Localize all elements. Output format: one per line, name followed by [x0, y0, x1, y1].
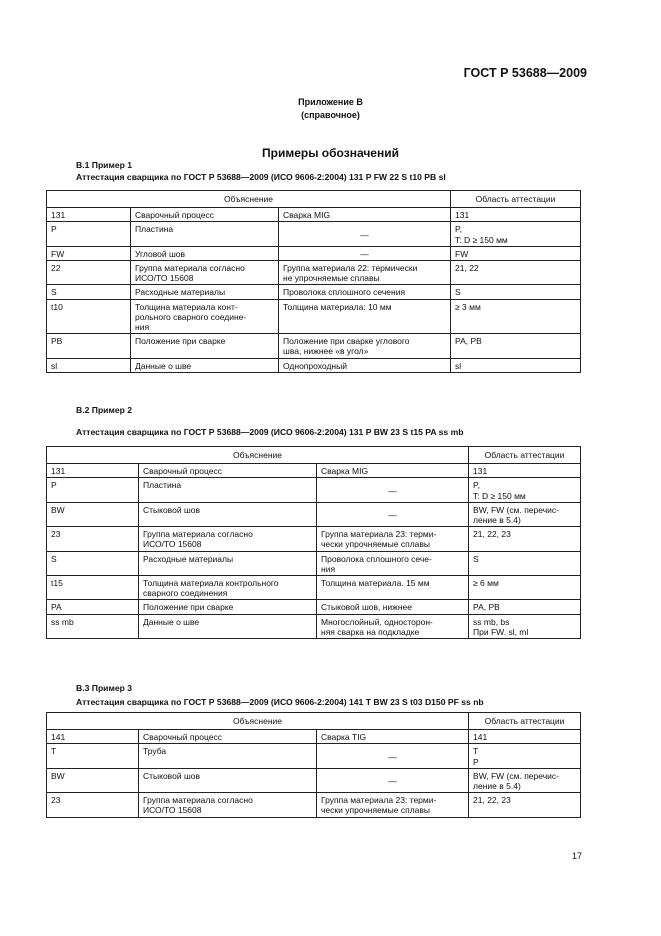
cell-line: Сварка MIG	[321, 466, 369, 477]
range-cell	[469, 551, 581, 575]
appendix-title: Приложение В	[298, 97, 363, 107]
range-cell	[451, 261, 581, 285]
range-cell	[451, 285, 581, 299]
description-cell	[131, 285, 279, 299]
table-row	[47, 334, 581, 358]
detail-cell	[317, 614, 469, 638]
range-cell	[451, 208, 581, 222]
cell-line: ≥ 6 мм	[473, 578, 499, 589]
code-cell: BW	[47, 502, 139, 526]
cell-line: T: D ≥ 150 мм	[455, 234, 508, 245]
cell-line: 131	[473, 466, 488, 477]
section-label: В.1 Пример 1	[76, 160, 133, 170]
cell-line: Толщина материала: 10 мм	[283, 301, 392, 312]
range-cell	[451, 358, 581, 372]
detail-cell	[317, 576, 469, 600]
code-cell: 131	[47, 464, 139, 478]
table-row	[47, 576, 581, 600]
section-label: В.2 Пример 2	[76, 405, 133, 415]
table-row	[47, 730, 581, 744]
cell-line: Группа материала 22: термически	[283, 263, 418, 274]
detail-cell	[279, 334, 451, 358]
detail-cell	[279, 261, 451, 285]
cell-line: ИСО/ТО 15608	[143, 539, 202, 550]
cell-line: BW, FW (см. перечис-	[473, 504, 559, 515]
cell-line: ≥ 3 мм	[455, 301, 481, 312]
description-cell	[139, 576, 317, 600]
description-cell	[139, 464, 317, 478]
section-caption: Аттестация сварщика по ГОСТ Р 53688—2009 (ИСО 9606-2:2004) 131 P BW 23 S t15 PA ss mb	[76, 427, 464, 437]
cell-line: P	[473, 756, 479, 767]
cell-line: —	[388, 775, 397, 786]
range-cell	[469, 478, 581, 502]
cell-line: Пластина	[143, 480, 182, 491]
header-explanation: Объяснение	[47, 713, 469, 730]
code-cell: t10	[47, 299, 131, 334]
range-cell	[469, 768, 581, 792]
table-header-row	[47, 447, 581, 464]
cell-line: 141	[473, 732, 488, 743]
main-title: Примеры обозначений	[262, 146, 399, 160]
cell-line: Данные о шве	[143, 616, 200, 627]
detail-cell	[279, 246, 451, 260]
table-header-row	[47, 191, 581, 208]
detail-cell	[279, 358, 451, 372]
code-cell: BW	[47, 768, 139, 792]
section-caption: Аттестация сварщика по ГОСТ Р 53688—2009 (ИСО 9606-2:2004) 131 P FW 22 S t10 PB sl	[76, 172, 446, 182]
description-cell	[139, 730, 317, 744]
cell-line: Толщина материала. 15 мм	[321, 578, 430, 589]
cell-line: Однопроходный	[283, 360, 347, 371]
code-cell: S	[47, 285, 131, 299]
cell-line: 21, 22, 23	[473, 529, 511, 540]
cell-line: Группа материала согласно	[135, 263, 245, 274]
cell-line: 21, 22	[455, 263, 479, 274]
cell-line: FW	[455, 248, 469, 259]
cell-line: При FW. sl, ml	[473, 626, 529, 637]
cell-line: Сварочный процесс	[143, 732, 222, 743]
code-cell: 23	[47, 793, 139, 817]
cell-line: BW, FW (см. перечис-	[473, 770, 559, 781]
table-row	[47, 358, 581, 372]
description-cell	[139, 502, 317, 526]
cell-line: рольного сварного соедине-	[135, 311, 247, 322]
cell-line: PA, PB	[473, 602, 500, 613]
detail-cell	[317, 730, 469, 744]
detail-cell	[317, 768, 469, 792]
table-row	[47, 208, 581, 222]
description-cell	[131, 261, 279, 285]
cell-line: ление в 5.4)	[473, 781, 521, 792]
cell-line: P,	[455, 224, 462, 235]
cell-line: S	[455, 287, 461, 298]
range-cell	[469, 464, 581, 478]
header-explanation: Объяснение	[47, 447, 469, 464]
table-row	[47, 502, 581, 526]
description-cell	[139, 614, 317, 638]
description-cell	[131, 299, 279, 334]
cell-line: —	[388, 485, 397, 496]
cell-line: 21, 22, 23	[473, 795, 511, 806]
detail-cell	[279, 285, 451, 299]
cell-line: няя сварка на подкладке	[321, 626, 420, 637]
range-cell	[451, 334, 581, 358]
cell-line: Группа материала согласно	[143, 795, 253, 806]
cell-line: ление в 5.4)	[473, 515, 521, 526]
range-cell	[469, 730, 581, 744]
header-range: Область аттестации	[469, 447, 581, 464]
cell-line: sl	[455, 360, 462, 371]
detail-cell	[317, 478, 469, 502]
description-cell	[131, 358, 279, 372]
cell-line: Группа материала согласно	[143, 529, 253, 540]
range-cell	[469, 744, 581, 768]
table-row	[47, 464, 581, 478]
document-header: ГОСТ Р 53688—2009	[463, 66, 587, 80]
header-explanation: Объяснение	[47, 191, 451, 208]
detail-cell	[317, 502, 469, 526]
table-row	[47, 478, 581, 502]
table-row	[47, 614, 581, 638]
range-cell	[451, 222, 581, 246]
range-cell	[469, 502, 581, 526]
description-cell	[139, 527, 317, 551]
range-cell	[469, 793, 581, 817]
range-cell	[469, 614, 581, 638]
cell-line: сварного соединения	[143, 588, 228, 599]
table-row	[47, 744, 581, 768]
page-number: 17	[572, 851, 583, 861]
range-cell	[469, 576, 581, 600]
cell-line: Пластина	[135, 224, 174, 235]
description-cell	[139, 551, 317, 575]
cell-line: —	[360, 229, 369, 240]
code-cell: ss mb	[47, 614, 139, 638]
detail-cell	[279, 222, 451, 246]
cell-line: T	[473, 746, 479, 757]
cell-line: S	[473, 553, 479, 564]
code-cell: 22	[47, 261, 131, 285]
description-cell	[131, 208, 279, 222]
cell-line: не упрочняемые сплавы	[283, 273, 380, 284]
cell-line: —	[388, 509, 397, 520]
cell-line: Сварочный процесс	[135, 210, 214, 221]
code-cell: t15	[47, 576, 139, 600]
table-row	[47, 768, 581, 792]
description-cell	[139, 768, 317, 792]
cell-line: Группа материала 23: терми-	[321, 529, 437, 540]
description-cell	[139, 600, 317, 614]
cell-line: PA, PB	[455, 336, 482, 347]
cell-line: Положение при сварке	[143, 602, 234, 613]
code-cell: P	[47, 222, 131, 246]
cell-line: P,	[473, 480, 480, 491]
detail-cell	[317, 464, 469, 478]
description-cell	[131, 246, 279, 260]
cell-line: ss mb, bs	[473, 616, 510, 627]
cell-line: Угловой шов	[135, 248, 186, 259]
code-cell: FW	[47, 246, 131, 260]
code-cell: 23	[47, 527, 139, 551]
detail-cell	[279, 208, 451, 222]
cell-line: Положение при сварке	[135, 336, 226, 347]
cell-line: чески упрочняемые сплавы	[321, 539, 431, 550]
table-row	[47, 261, 581, 285]
cell-line: —	[388, 751, 397, 762]
detail-cell	[317, 551, 469, 575]
cell-line: Стыковой шов	[143, 770, 201, 781]
detail-cell	[317, 793, 469, 817]
table-row	[47, 299, 581, 334]
table-row	[47, 527, 581, 551]
code-cell: 141	[47, 730, 139, 744]
cell-line: T: D ≥ 150 мм	[473, 490, 526, 501]
table-row	[47, 222, 581, 246]
description-cell	[131, 222, 279, 246]
table-header-row	[47, 713, 581, 730]
table-row	[47, 600, 581, 614]
cell-line: Стыковой шов	[143, 504, 201, 515]
cell-line: Сварочный процесс	[143, 466, 222, 477]
table-row	[47, 793, 581, 817]
cell-line: Расходные материалы	[135, 287, 226, 298]
cell-line: Проволока сплошного сече-	[321, 553, 432, 564]
cell-line: Проволока сплошного сечения	[283, 287, 406, 298]
detail-cell	[317, 744, 469, 768]
example-table	[46, 712, 581, 818]
cell-line: Многослойный, односторон-	[321, 616, 433, 627]
header-range: Область аттестации	[451, 191, 581, 208]
code-cell: PA	[47, 600, 139, 614]
cell-line: Толщина материала конт-	[135, 301, 238, 312]
cell-line: Расходные материалы	[143, 553, 234, 564]
code-cell: sl	[47, 358, 131, 372]
cell-line: Сварка MIG	[283, 210, 331, 221]
cell-line: Толщина материала контрольного	[143, 578, 279, 589]
cell-line: —	[360, 248, 369, 259]
range-cell	[451, 299, 581, 334]
header-range: Область аттестации	[469, 713, 581, 730]
code-cell: PB	[47, 334, 131, 358]
description-cell	[139, 478, 317, 502]
detail-cell	[317, 600, 469, 614]
cell-line: Сварка TIG	[321, 732, 367, 743]
description-cell	[131, 334, 279, 358]
cell-line: Положение при сварке углового	[283, 336, 410, 347]
description-cell	[139, 744, 317, 768]
example-table	[46, 190, 581, 373]
cell-line: 131	[455, 210, 470, 221]
range-cell	[469, 527, 581, 551]
cell-line: Стыковой шов, нижнее	[321, 602, 413, 613]
code-cell: 131	[47, 208, 131, 222]
cell-line: шва, нижнее «в угол»	[283, 346, 369, 357]
cell-line: ИСО/ТО 15608	[135, 273, 194, 284]
detail-cell	[317, 527, 469, 551]
table-row	[47, 285, 581, 299]
detail-cell	[279, 299, 451, 334]
cell-line: Данные о шве	[135, 360, 192, 371]
section-label: В.3 Пример 3	[76, 683, 133, 693]
cell-line: ния	[321, 563, 336, 574]
table-row	[47, 246, 581, 260]
cell-line: Труба	[143, 746, 167, 757]
code-cell: S	[47, 551, 139, 575]
cell-line: Группа материала 23: терми-	[321, 795, 437, 806]
cell-line: ИСО/ТО 15608	[143, 805, 202, 816]
cell-line: чески упрочняемые сплавы	[321, 805, 431, 816]
range-cell	[469, 600, 581, 614]
code-cell: T	[47, 744, 139, 768]
appendix-subtitle: (справочное)	[301, 110, 360, 120]
code-cell: P	[47, 478, 139, 502]
description-cell	[139, 793, 317, 817]
section-caption: Аттестация сварщика по ГОСТ Р 53688—2009 (ИСО 9606-2:2004) 141 T BW 23 S t03 D150 PF ss nb	[76, 697, 484, 707]
table-row	[47, 551, 581, 575]
example-table	[46, 446, 581, 639]
range-cell	[451, 246, 581, 260]
cell-line: ния	[135, 322, 150, 333]
